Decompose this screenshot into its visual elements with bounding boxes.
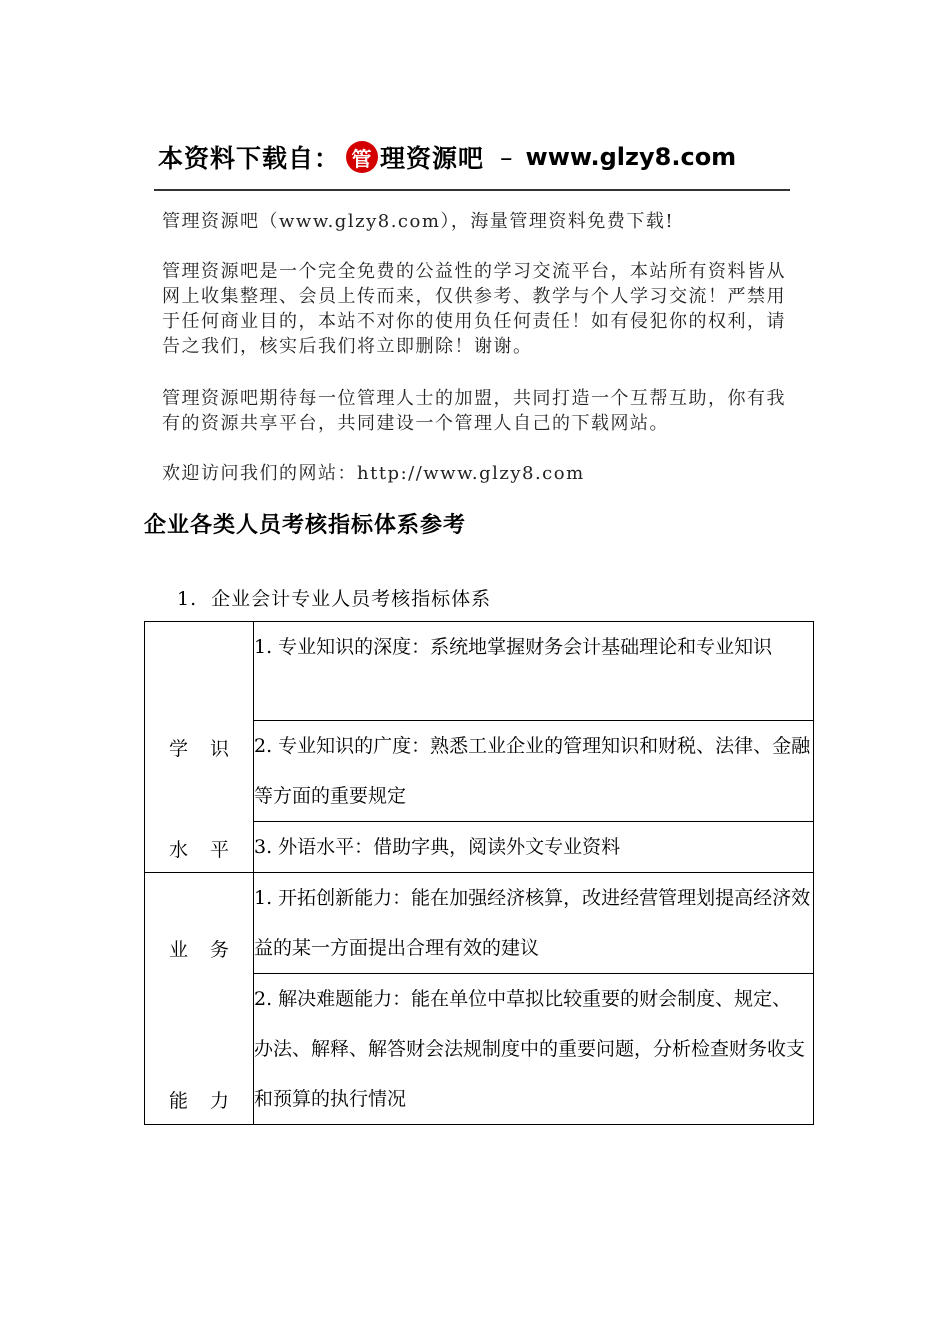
indicator-cell: 3. 外语水平：借助字典，阅读外文专业资料 bbox=[254, 822, 814, 873]
banner-site-name: 理资源吧 bbox=[380, 144, 485, 173]
indicator-cell: 1. 开拓创新能力：能在加强经济核算，改进经营管理划提高经济效益的某一方面提出合理有效的建议 bbox=[254, 873, 814, 974]
section-title: 企业会计专业人员考核指标体系 bbox=[211, 588, 492, 610]
site-logo-icon: 管 bbox=[346, 141, 378, 173]
indicator-cell: 2. 解决难题能力：能在单位中草拟比较重要的财会制度、规定、 办法、解释、解答财会法规制度中的重要问题，分析检查财务收支和预算的执行情况 bbox=[254, 974, 814, 1125]
category-label: 水平 bbox=[168, 839, 251, 861]
banner-separator: – bbox=[500, 142, 514, 172]
notice-paragraph-invite: 管理资源吧期待每一位管理人士的加盟，共同打造一个互帮互助，你有我有的资源共享平台，共同建设一个管理人自己的下载网站。 bbox=[162, 388, 786, 434]
table-row bbox=[145, 622, 814, 721]
notice-paragraph-disclaimer: 管理资源吧是一个完全免费的公益性的学习交流平台，本站所有资料皆从网上收集整理、会员上传而来，仅供参考、教学与个人学习交流！严禁用于任何商业目的，本站不对你的使用负任何责任！如有侵犯你的权利，请告之我们，核实后我们将立即删除！谢谢。 bbox=[162, 261, 786, 357]
notice-line-intro: 管理资源吧（www.glzy8.com），海量管理资料免费下载! bbox=[162, 211, 675, 232]
section-number: 1. bbox=[177, 588, 198, 610]
document-title: 企业各类人员考核指标体系参考 bbox=[144, 513, 467, 538]
indicator-cell: 1. 专业知识的深度：系统地掌握财务会计基础理论和专业知识 bbox=[254, 622, 814, 721]
notice-line-website: 欢迎访问我们的网站：http://www.glzy8.com bbox=[162, 463, 585, 484]
indicator-cell: 2. 专业知识的广度：熟悉工业企业的管理知识和财税、法律、金融等方面的重要规定 bbox=[254, 721, 814, 822]
banner-url[interactable]: www.glzy8.com bbox=[525, 143, 737, 171]
banner-divider bbox=[154, 189, 790, 191]
table-row bbox=[145, 873, 814, 974]
banner-prefix: 本资料下载自： bbox=[158, 144, 341, 173]
category-cell-ability bbox=[145, 873, 254, 1125]
category-label: 能力 bbox=[168, 1090, 251, 1112]
category-cell-knowledge bbox=[145, 622, 254, 873]
category-label: 业务 bbox=[168, 939, 251, 961]
category-label: 学识 bbox=[168, 738, 251, 760]
section-heading bbox=[177, 584, 491, 611]
kpi-table bbox=[144, 621, 814, 1125]
download-banner bbox=[158, 136, 788, 178]
